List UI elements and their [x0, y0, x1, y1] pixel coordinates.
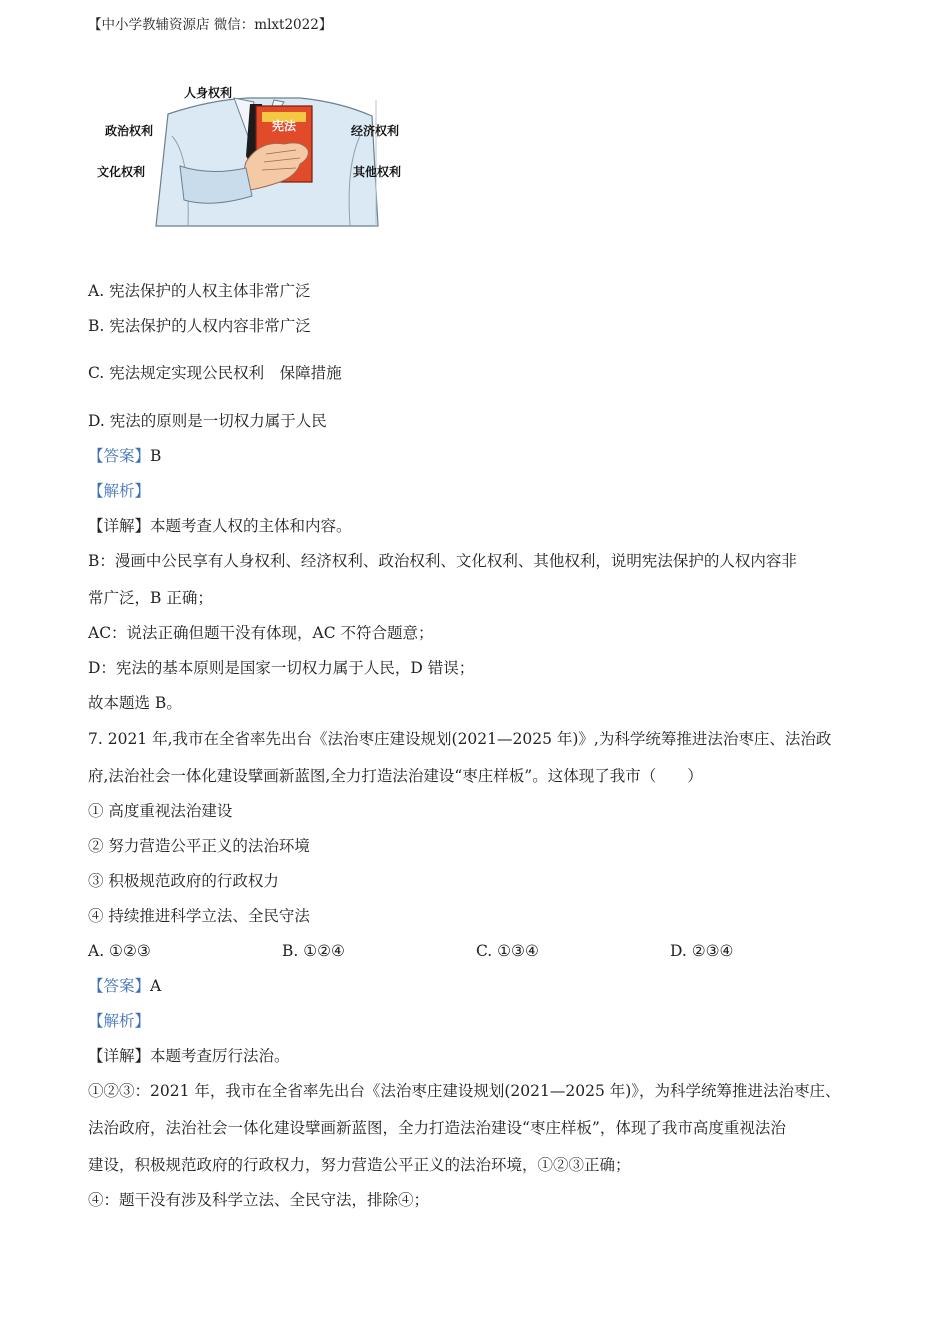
q6-option-d: D. 宪法的原则是一切权力属于人民: [88, 412, 327, 430]
q6-detail-line: B：漫画中公民享有人身权利、经济权利、政治权利、文化权利、其他权利，说明宪法保护的人权内容非: [88, 552, 797, 570]
q7-detail-line: ①②③：2021 年，我市在全省率先出台《法治枣庄建设规划(2021—2025 年)》，为科学统筹推进法治枣庄、: [88, 1082, 841, 1100]
answer-label: 【答案】: [88, 447, 151, 465]
q7-analysis-label: 【解析】: [88, 1012, 151, 1030]
answer-value: A: [150, 977, 162, 995]
q6-detail-line: AC：说法正确但题干没有体现，AC 不符合题意；: [88, 624, 434, 642]
q7-statement-4: ④ 持续推进科学立法、全民守法: [88, 907, 310, 925]
q6-option-c: C. 宪法规定实现公民权利 保障措施: [88, 364, 342, 382]
q7-statement-3: ③ 积极规范政府的行政权力: [88, 872, 279, 890]
q6-answer: [88, 446, 161, 466]
q6-detail-line: 【详解】本题考查人权的主体和内容。: [88, 517, 352, 535]
page-header: 【中小学教辅资源店 微信：mlxt2022】: [88, 17, 333, 33]
label-other-rights: 其他权利: [353, 165, 402, 179]
q7-statement-1: ① 高度重视法治建设: [88, 802, 233, 820]
q7-choice-b: B. ①②④: [282, 942, 345, 960]
q7-detail-line: 【详解】本题考查厉行法治。: [88, 1047, 290, 1065]
q7-detail-line: 建设，积极规范政府的行政权力，努力营造公平正义的法治环境，①②③正确；: [88, 1156, 631, 1174]
q7-choice-d: D. ②③④: [670, 942, 734, 960]
label-political-rights: 政治权利: [105, 124, 154, 138]
q7-detail-line: 法治政府，法治社会一体化建设擘画新蓝图，全力打造法治建设“枣庄样板”，体现了我市高度重视法治: [88, 1119, 786, 1137]
book-title: 宪法: [271, 119, 297, 133]
label-economic-rights: 经济权利: [351, 124, 400, 138]
q7-detail-line: ④：题干没有涉及科学立法、全民守法，排除④；: [88, 1191, 430, 1209]
label-cultural-rights: 文化权利: [97, 165, 146, 179]
q7-answer: [88, 976, 161, 996]
q6-analysis-label: 【解析】: [88, 482, 151, 500]
q7-choice-c: C. ①③④: [476, 942, 539, 960]
q6-detail-line: 故本题选 B。: [88, 694, 182, 712]
constitution-cartoon-image: [150, 96, 380, 228]
q7-statement-2: ② 努力营造公平正义的法治环境: [88, 837, 310, 855]
q6-option-a: A. 宪法保护的人权主体非常广泛: [88, 282, 311, 300]
q6-option-b: B. 宪法保护的人权内容非常广泛: [88, 317, 311, 335]
label-personal-rights: 人身权利: [184, 86, 233, 100]
q6-detail-line: 常广泛，B 正确；: [88, 589, 213, 607]
q7-stem-line: 7. 2021 年,我市在全省率先出台《法治枣庄建设规划(2021—2025 年)》,为科学统筹推进法治枣庄、法治政: [88, 730, 832, 748]
answer-value: B: [150, 447, 162, 465]
answer-label: 【答案】: [88, 977, 151, 995]
q7-stem-line: 府,法治社会一体化建设擘画新蓝图,全力打造法治建设“枣庄样板”。这体现了我市（ ）: [88, 767, 703, 785]
q6-detail-line: D：宪法的基本原则是国家一切权力属于人民，D 错误；: [88, 659, 475, 677]
q7-choice-a: A. ①②③: [88, 942, 151, 960]
